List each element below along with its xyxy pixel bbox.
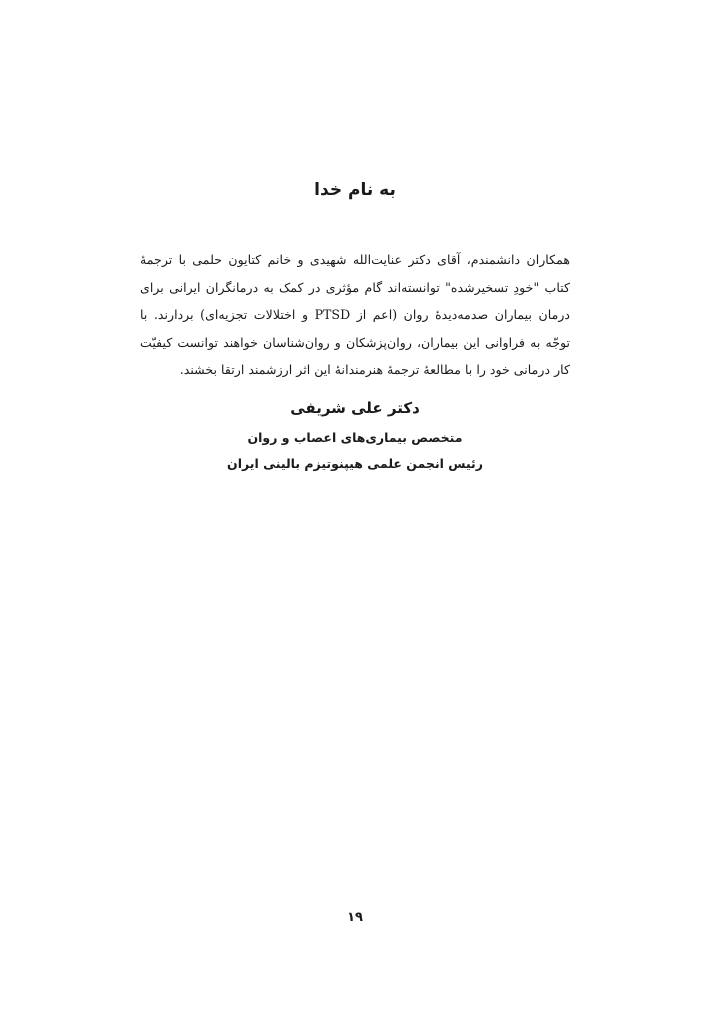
page-title: به نام خدا (314, 180, 396, 200)
page-number: ۱۹ (347, 910, 363, 925)
signature-organization: رئیس انجمن علمی هیپنوتیزم بالینی ایران (227, 456, 483, 471)
signature-title: متخصص بیماری‌های اعصاب و روان (247, 430, 463, 445)
foreword-paragraph: همکاران دانشمندم، آقای دکتر عنایت‌الله شهیدی و خانم کتایون حلمی با ترجمهٔ کتاب "خودِ تسخیرشده" توانسته‌اند گام مؤثری در کمک به درمانگران ایرانی برای درمان بیماران صدمه‌دیدهٔ روان (اعم از PTSD و اختلالات تجزیه‌ای) بردارند. با توجّه به فراوانی این بیماران، روان‌پزشکان و روان‌شناسان خواهند توانست کیفیّت کار درمانی خود را با مطالعهٔ ترجمهٔ هنرمندانهٔ این اثر ارزشمند ارتقا بخشند. (140, 252, 571, 377)
signature-name: دکتر علی شریفی (290, 399, 420, 417)
